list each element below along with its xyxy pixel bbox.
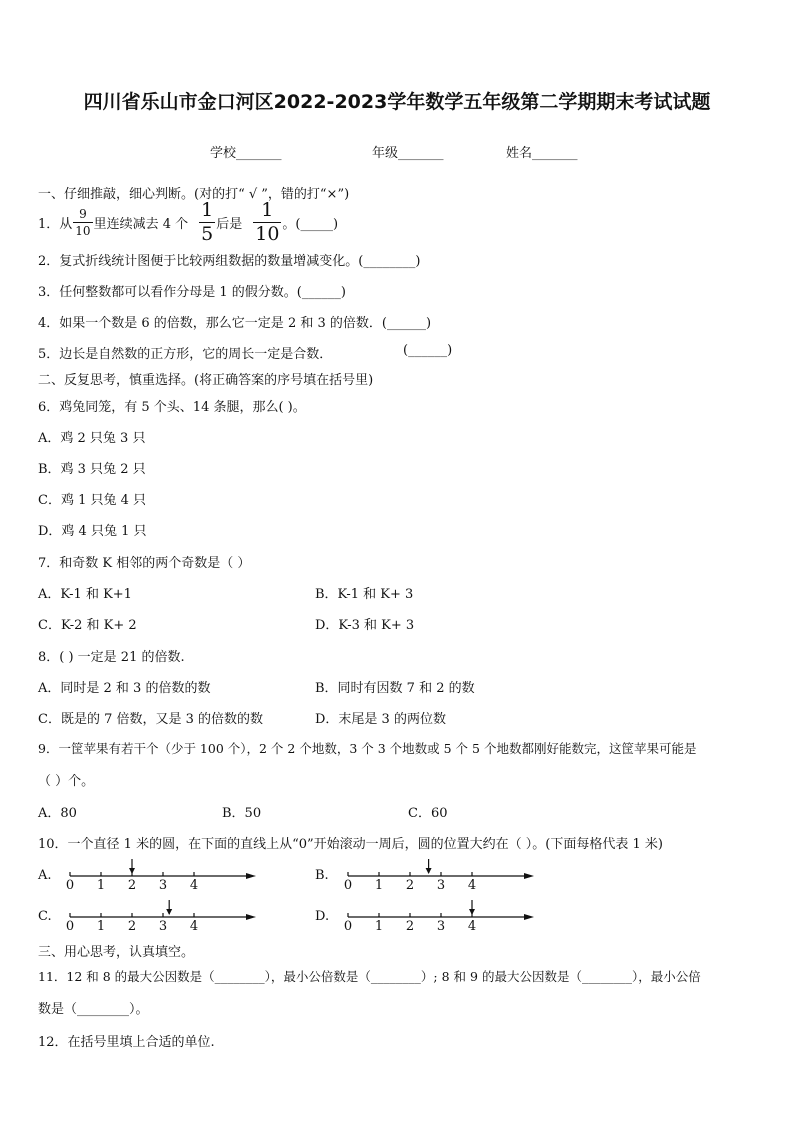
tick-label: 0 bbox=[65, 919, 75, 934]
question-1 bbox=[38, 198, 339, 245]
question-8: 8．( ) 一定是 21 的倍数. bbox=[38, 650, 185, 665]
q8-option-a: A．同时是 2 和 3 的倍数的数 bbox=[38, 681, 211, 696]
q1-mid: 里连续减去 4 个 bbox=[93, 216, 189, 232]
q7-option-c: C．K-2 和 K+ 2 bbox=[38, 618, 137, 633]
q1-post: 。(_____) bbox=[282, 216, 339, 232]
position-arrowhead bbox=[469, 909, 475, 915]
question-5-blank: (______) bbox=[403, 343, 453, 358]
axis-arrowhead bbox=[524, 914, 534, 920]
fraction-1-10: $\frac{1}{10}$ bbox=[255, 198, 280, 245]
q7-option-a: A．K-1 和 K+1 bbox=[38, 587, 132, 602]
tick-label: 3 bbox=[158, 919, 168, 934]
q1-pre: 从 bbox=[59, 216, 73, 232]
q6-option-c: C．鸡 1 只兔 4 只 bbox=[38, 493, 147, 508]
number-line-c bbox=[60, 895, 260, 935]
tick-label: 4 bbox=[189, 919, 199, 934]
tick-label: 1 bbox=[96, 878, 106, 893]
name-field: 姓名_______ bbox=[506, 146, 578, 161]
q1-mid2: 后是 bbox=[216, 216, 243, 232]
page-title: 四川省乐山市金口河区2022-2023学年数学五年级第二学期期末考试试题 bbox=[83, 91, 711, 113]
school-field: 学校_______ bbox=[210, 146, 282, 161]
question-6: 6．鸡兔同笼，有 5 个头、14 条腿，那么( )。 bbox=[38, 400, 306, 415]
tick-label: 2 bbox=[127, 878, 137, 893]
q7-option-b: B．K-1 和 K+ 3 bbox=[315, 587, 414, 602]
question-4: 4．如果一个数是 6 的倍数，那么它一定是 2 和 3 的倍数．(______) bbox=[38, 316, 432, 331]
tick-label: 4 bbox=[189, 878, 199, 893]
number-line-d bbox=[338, 895, 538, 935]
tick-label: 3 bbox=[158, 878, 168, 893]
question-10: 10．一个直径 1 米的圆，在下面的直线上从“0”开始滚动一周后，圆的位置大约在（ ）。(下面每格代表 1 米) bbox=[38, 837, 663, 852]
q10-option-a-label: A. bbox=[38, 868, 52, 883]
grade-field: 年级_______ bbox=[372, 146, 444, 161]
q8-option-d: D．末尾是 3 的两位数 bbox=[315, 712, 446, 727]
q8-option-b: B．同时有因数 7 和 2 的数 bbox=[315, 681, 475, 696]
question-2: 2．复式折线统计图便于比较两组数据的数量增减变化。(________) bbox=[38, 254, 421, 269]
q9-option-b: B．50 bbox=[222, 806, 262, 821]
number-line-a bbox=[60, 854, 260, 894]
tick-label: 3 bbox=[436, 919, 446, 934]
tick-label: 2 bbox=[127, 919, 137, 934]
position-arrowhead bbox=[426, 868, 432, 874]
question-9-line1: 9．一筐苹果有若干个（少于 100 个），2 个 2 个地数，3 个 3 个地数或 5 个 5 个地数都刚好能数完，这筐苹果可能是 bbox=[38, 741, 697, 756]
q7-option-d: D．K-3 和 K+ 3 bbox=[315, 618, 415, 633]
position-arrowhead bbox=[129, 868, 135, 874]
question-11-line1: 11．12 和 8 的最大公因数是（________），最小公倍数是（________）; 8 和 9 的最大公因数是（________），最小公倍 bbox=[38, 969, 701, 984]
axis-arrowhead bbox=[246, 873, 256, 879]
q1-number: 1． bbox=[38, 216, 60, 232]
number-line-b bbox=[338, 854, 538, 894]
tick-label: 4 bbox=[467, 919, 477, 934]
tick-label: 4 bbox=[467, 878, 477, 893]
tick-label: 0 bbox=[343, 878, 353, 893]
q9-option-c: C．60 bbox=[408, 806, 448, 821]
question-12: 12．在括号里填上合适的单位. bbox=[38, 1035, 215, 1050]
q6-option-b: B．鸡 3 只兔 2 只 bbox=[38, 462, 146, 477]
q6-option-d: D．鸡 4 只兔 1 只 bbox=[38, 524, 147, 539]
tick-label: 1 bbox=[374, 878, 384, 893]
tick-label: 2 bbox=[405, 919, 415, 934]
q8-option-c: C．既是的 7 倍数，又是 3 的倍数的数 bbox=[38, 712, 264, 727]
tick-label: 1 bbox=[374, 919, 384, 934]
tick-label: 0 bbox=[65, 878, 75, 893]
fraction-1-5: $\frac{1}{5}$ bbox=[201, 198, 214, 245]
fraction-9-10: $\frac{9}{10}$ bbox=[75, 206, 91, 238]
axis-arrowhead bbox=[524, 873, 534, 879]
tick-label: 3 bbox=[436, 878, 446, 893]
question-5: 5．边长是自然数的正方形，它的周长一定是合数． bbox=[38, 347, 333, 362]
question-7: 7．和奇数 K 相邻的两个奇数是（ ） bbox=[38, 556, 251, 571]
q6-option-a: A．鸡 2 只兔 3 只 bbox=[38, 431, 146, 446]
question-3: 3．任何整数都可以看作分母是 1 的假分数。(______) bbox=[38, 285, 346, 300]
section3-heading: 三、用心思考，认真填空。 bbox=[38, 945, 195, 960]
question-9-line2: （ ）个。 bbox=[38, 774, 95, 789]
section1-heading: 一、仔细推敲，细心判断。(对的打“ √ ”，错的打“×”) bbox=[38, 187, 350, 202]
q9-option-a: A．80 bbox=[38, 806, 77, 821]
q10-option-d-label: D. bbox=[315, 909, 330, 924]
tick-label: 1 bbox=[96, 919, 106, 934]
q10-option-c-label: C. bbox=[38, 909, 52, 924]
section2-heading: 二、反复思考，慎重选择。(将正确答案的序号填在括号里) bbox=[38, 373, 374, 388]
tick-label: 0 bbox=[343, 919, 353, 934]
position-arrowhead bbox=[166, 909, 172, 915]
tick-label: 2 bbox=[405, 878, 415, 893]
axis-arrowhead bbox=[246, 914, 256, 920]
question-11-line2: 数是（________）。 bbox=[38, 1002, 149, 1017]
q10-option-b-label: B. bbox=[315, 868, 329, 883]
